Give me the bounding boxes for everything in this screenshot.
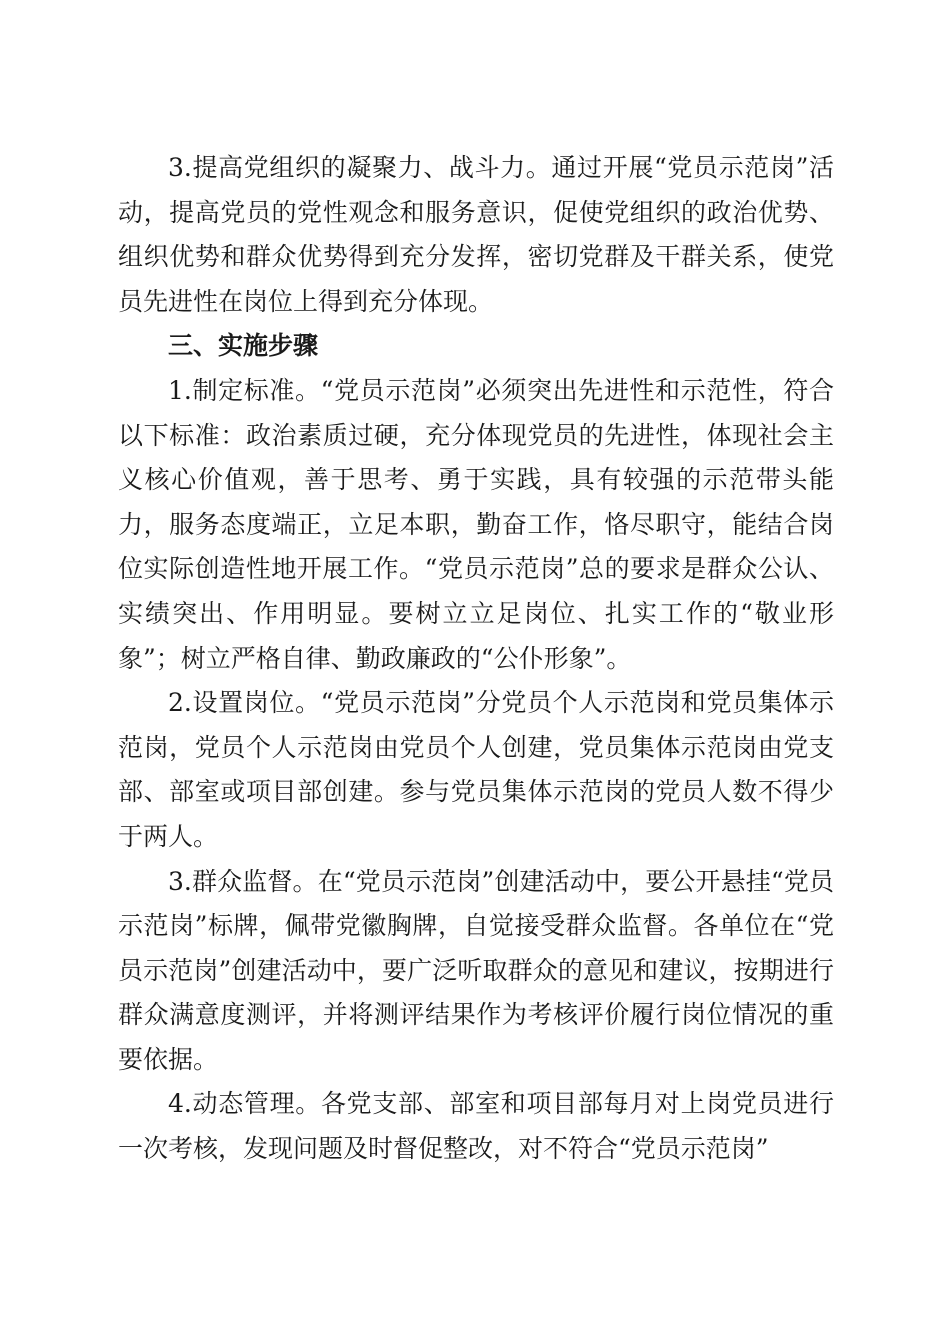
- section-heading-implementation-steps: 三、实施步骤: [168, 331, 319, 361]
- document-page: [118, 146, 834, 1172]
- paragraph-goal-3: 3.提高党组织的凝聚力、战斗力。通过开展“党员示范岗”活动，提高党员的党性观念和服务意识，促使党组织的政治优势、组织优势和群众优势得到充分发挥，密切党群及干群关系，使党员先进性在岗位上得到充分体现。: [118, 153, 834, 316]
- paragraph-step-4: 4.动态管理。各党支部、部室和项目部每月对上岗党员进行一次考核，发现问题及时督促整改，对不符合“党员示范岗”: [118, 1089, 834, 1164]
- paragraph-step-1: 1.制定标准。“党员示范岗”必须突出先进性和示范性，符合以下标准：政治素质过硬，充分体现党员的先进性，体现社会主义核心价值观，善于思考、勇于实践，具有较强的示范带头能力，服务态度端正，立足本职，勤奋工作，恪尽职守，能结合岗位实际创造性地开展工作。“党员示范岗”总的要求是群众公认、实绩突出、作用明显。要树立立足岗位、扎实工作的“敬业形象”；树立严格自律、勤政廉政的“公仆形象”。: [118, 375, 834, 673]
- paragraph-step-2: 2.设置岗位。“党员示范岗”分党员个人示范岗和党员集体示范岗，党员个人示范岗由党员个人创建，党员集体示范岗由党支部、部室或项目部创建。参与党员集体示范岗的党员人数不得少于两人。: [118, 688, 834, 851]
- paragraph-step-3: 3.群众监督。在“党员示范岗”创建活动中，要公开悬挂“党员示范岗”标牌，佩带党徽胸牌，自觉接受群众监督。各单位在“党员示范岗”创建活动中，要广泛听取群众的意见和建议，按期进行群众满意度测评，并将测评结果作为考核评价履行岗位情况的重要依据。: [118, 866, 834, 1074]
